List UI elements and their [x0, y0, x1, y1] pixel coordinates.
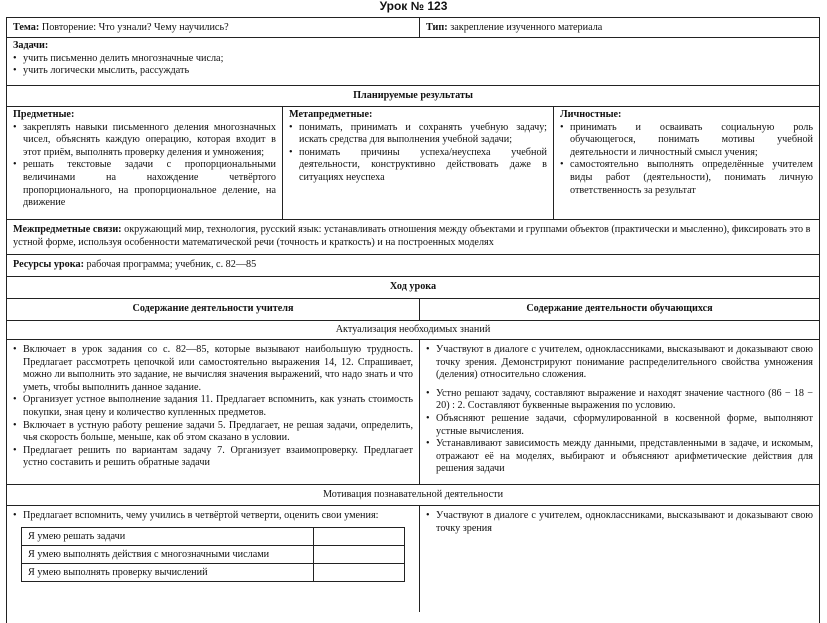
list-item: • самостоятельно выполнять определённые учителем виды работ (деятельности), понимать личную ответственность за результат	[560, 159, 813, 197]
stage2-students	[420, 506, 819, 612]
tasks-block	[7, 38, 819, 86]
lesson-flow-title: Ход урока	[389, 281, 437, 292]
list-item: • Предлагает вспомнить, чему учились в четвёртой четверти, оценить свои умения:	[13, 510, 413, 523]
list-item: • понимать причины успеха/неуспеха учебной деятельности, конструктивно действовать даже в ситуациях неуспеха	[289, 147, 547, 185]
teacher-header: Содержание деятельности учителя	[7, 299, 420, 320]
list-item: • Организует устное выполнение задания 11. Предлагает вспомнить, как узнать стоимость покупки, зная цену и количество купленных предметов.	[13, 394, 413, 419]
interdisciplinary-label: Межпредметные связи:	[13, 224, 122, 235]
self-assessment-table	[21, 527, 405, 582]
tasks-list	[13, 53, 813, 78]
resources-block	[7, 255, 819, 277]
list-item: • Предлагает решить по вариантам задачу 7. Организует взаимопроверку. Предлагает устно составить и решить обратные задачи	[13, 445, 413, 470]
personal-results	[554, 107, 819, 219]
list-item: • закреплять навыки письменного деления многозначных чисел, объяснять каждую операцию, которая входит в этот приём, выполнять проверку деления и умножения;	[13, 122, 276, 160]
stage2-teacher	[7, 506, 420, 612]
table-cell: Я умею выполнять действия с многозначными числами	[22, 545, 314, 563]
type-label: Тип:	[426, 22, 448, 33]
stage1-title: Актуализация необходимых знаний	[7, 321, 819, 340]
topic-cell	[7, 18, 420, 37]
tasks-label: Задачи:	[13, 40, 49, 51]
planned-results-header	[7, 86, 819, 107]
planned-results-row	[7, 107, 819, 220]
planned-results-title: Планируемые результаты	[353, 90, 473, 101]
stage2-title: Мотивация познавательной деятельности	[7, 485, 819, 506]
type-value: закрепление изученного материала	[450, 22, 603, 33]
list-item: • Участвуют в диалоге с учителем, одноклассниками, высказывают и доказывают свою точку зрения	[426, 510, 813, 535]
table-row	[22, 527, 405, 545]
stage2-row	[7, 506, 819, 612]
meta-label: Метапредметные:	[289, 109, 373, 120]
list-item: • понимать, принимать и сохранять учебную задачу; искать средства для выполнения учебной задачи;	[289, 122, 547, 147]
list-item: • Устно решают задачу, составляют выражение и находят значение частного (86 − 18 − 20) : 2. Составляют буквенные выражения по условию.	[426, 388, 813, 413]
resources-label: Ресурсы урока:	[13, 259, 84, 270]
list-item: • решать текстовые задачи с пропорциональными величинами на нахождение четвёртого пропорционального, на пропорциональное деление, на движение	[13, 159, 276, 209]
meta-results	[283, 107, 554, 219]
activity-headers-row	[7, 299, 819, 321]
interdisciplinary-value: окружающий мир, технология, русский язык: устанавливать отношения между объектами и группами объектов (практически и мысленно), фиксировать это в устной форме, используя особенности математической речи (точность и краткость) и на построенных моделях	[13, 224, 811, 248]
page-title: Урок № 123	[379, 0, 448, 13]
type-cell	[420, 18, 819, 37]
list-item: • Участвуют в диалоге с учителем, одноклассниками, высказывают и доказывают свою точку зрения. Демонстрируют понимание распределительного свойства умножения (деления) относительно сложения.	[426, 344, 813, 382]
personal-label: Личностные:	[560, 109, 622, 120]
students-header: Содержание деятельности обучающихся	[526, 303, 713, 314]
lesson-plan-table	[6, 17, 820, 623]
resources-value: рабочая программа; учебник, с. 82—85	[86, 259, 257, 270]
list-item: • Включает в устную работу решение задачи 5. Предлагает, не решая задачи, определить, чья скорость больше, меньше, как об этом сказано в условии.	[13, 420, 413, 445]
empty-cell	[314, 545, 405, 563]
list-item: • принимать и осваивать социальную роль обучающегося, понимать мотивы учебной деятельности и личностный смысл учения;	[560, 122, 813, 160]
list-item: • учить письменно делить многозначные числа;	[13, 53, 813, 66]
list-item: • Устанавливают зависимость между данными, представленными в задаче, и искомым, отражают её на моделях, выбирают и объясняют арифметические действия для решения задачи	[426, 438, 813, 476]
interdisciplinary-block	[7, 220, 819, 255]
topic-value: Повторение: Что узнали? Чему научились?	[41, 22, 229, 33]
subject-label: Предметные:	[13, 109, 75, 120]
list-item: • Включает в урок задания со с. 82—85, которые вызывают наибольшую трудность. Предлагает рассмотреть цепочкой или самостоятельно выражения 14, 12. Спрашивает, можно ли выполнить это задание, не вычисляя значения выражений, что надо знать и что уметь, чтобы выполнить данное задание.	[13, 344, 413, 394]
list-item: • Объясняют решение задачи, сформулированной в косвенной форме, выполняют устные вычисления.	[426, 413, 813, 438]
stage1-teacher	[7, 340, 420, 484]
subject-results	[7, 107, 283, 219]
empty-cell	[314, 527, 405, 545]
table-cell: Я умею выполнять проверку вычислений	[22, 563, 314, 581]
topic-label: Тема:	[13, 22, 40, 33]
stage1-students	[420, 340, 819, 484]
topic-type-row	[7, 18, 819, 38]
table-row	[22, 563, 405, 581]
empty-cell	[314, 563, 405, 581]
list-item: • учить логически мыслить, рассуждать	[13, 65, 813, 78]
stage1-row	[7, 340, 819, 485]
lesson-flow-header	[7, 277, 819, 299]
table-row	[22, 545, 405, 563]
table-cell: Я умею решать задачи	[22, 527, 314, 545]
